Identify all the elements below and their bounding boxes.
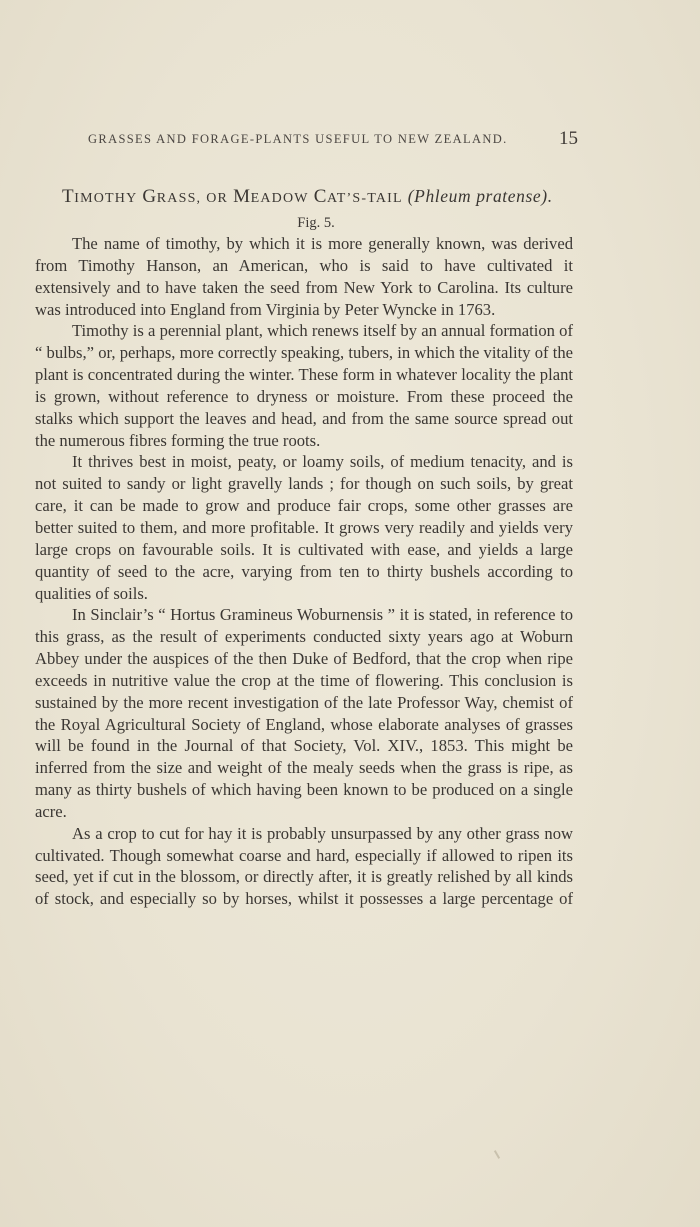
- latin-name: (Phleum pratense).: [407, 186, 553, 206]
- running-head: [88, 128, 578, 152]
- paragraph: Timothy is a perennial plant, which renews itself by an annual formation of “ bulbs,” or, perhaps, more correctly speaking, tubers, in which the vitality of the plant is concentrated during the winter. These form in whatever locality the plant is grown, without reference to dryness or moisture. From these proceed the stalks which support the leaves and head, and from the same source spread out the numerous fibres forming the true roots.: [35, 321, 573, 450]
- paragraph: In Sinclair’s “ Hortus Gramineus Woburnensis ” it is stated, in reference to this grass, as the result of experiments conducted sixty years ago at Woburn Abbey under the auspices of the then Duke of Bedford, that the crop when ripe exceeds in nutritive value the crop at the time of flowering. This conclusion is sustained by the more recent investigation of the late Professor Way, chemist of the Royal Agricultural Society of England, whose elaborate analyses of grasses will be found in the Journal of that Society, Vol. XIV., 1853. This might be inferred from the size and weight of the mealy seeds when the grass is ripe, as many as thirty bushels of which having been known to be produced on a single acre.: [35, 605, 573, 821]
- body-text: [35, 233, 573, 910]
- paper-mark: [494, 1150, 500, 1159]
- paragraph: The name of timothy, by which it is more generally known, was derived from Timothy Hanson, an American, who is said to have cultivated it extensively and to have taken the seed from New York to Carolina. Its culture was introduced into England from Virginia by Peter Wyncke in 1763.: [35, 234, 573, 319]
- paragraph: It thrives best in moist, peaty, or loamy soils, of medium tenacity, and is not suited to sandy or light gravelly lands ; for though on such soils, by great care, it can be made to grow and produce fair crops, some other grasses are better suited to them, and more profitable. It grows very readily and yields very large crops on favourable soils. It is cultivated with ease, and yields a large quantity of seed to the acre, varying from ten to thirty bushels according to qualities of soils.: [35, 452, 573, 603]
- section-title: TIMOTHY GRASS, OR MEADOW CAT’S-TAIL (Phleum pratense).: [62, 186, 553, 207]
- page-number: 15: [559, 128, 578, 149]
- figure-caption: Fig. 5.: [297, 215, 335, 231]
- running-title: GRASSES AND FORAGE-PLANTS USEFUL TO NEW ZEALAND.: [88, 132, 508, 146]
- paragraph: As a crop to cut for hay it is probably unsurpassed by any other grass now cultivated. Though somewhat coarse and hard, especially if allowed to ripen its seed, yet if cut in the blossom, or directly after, it is greatly relished by all kinds of stock, and especially so by horses, whilst it possesses a large percentage of: [35, 823, 573, 909]
